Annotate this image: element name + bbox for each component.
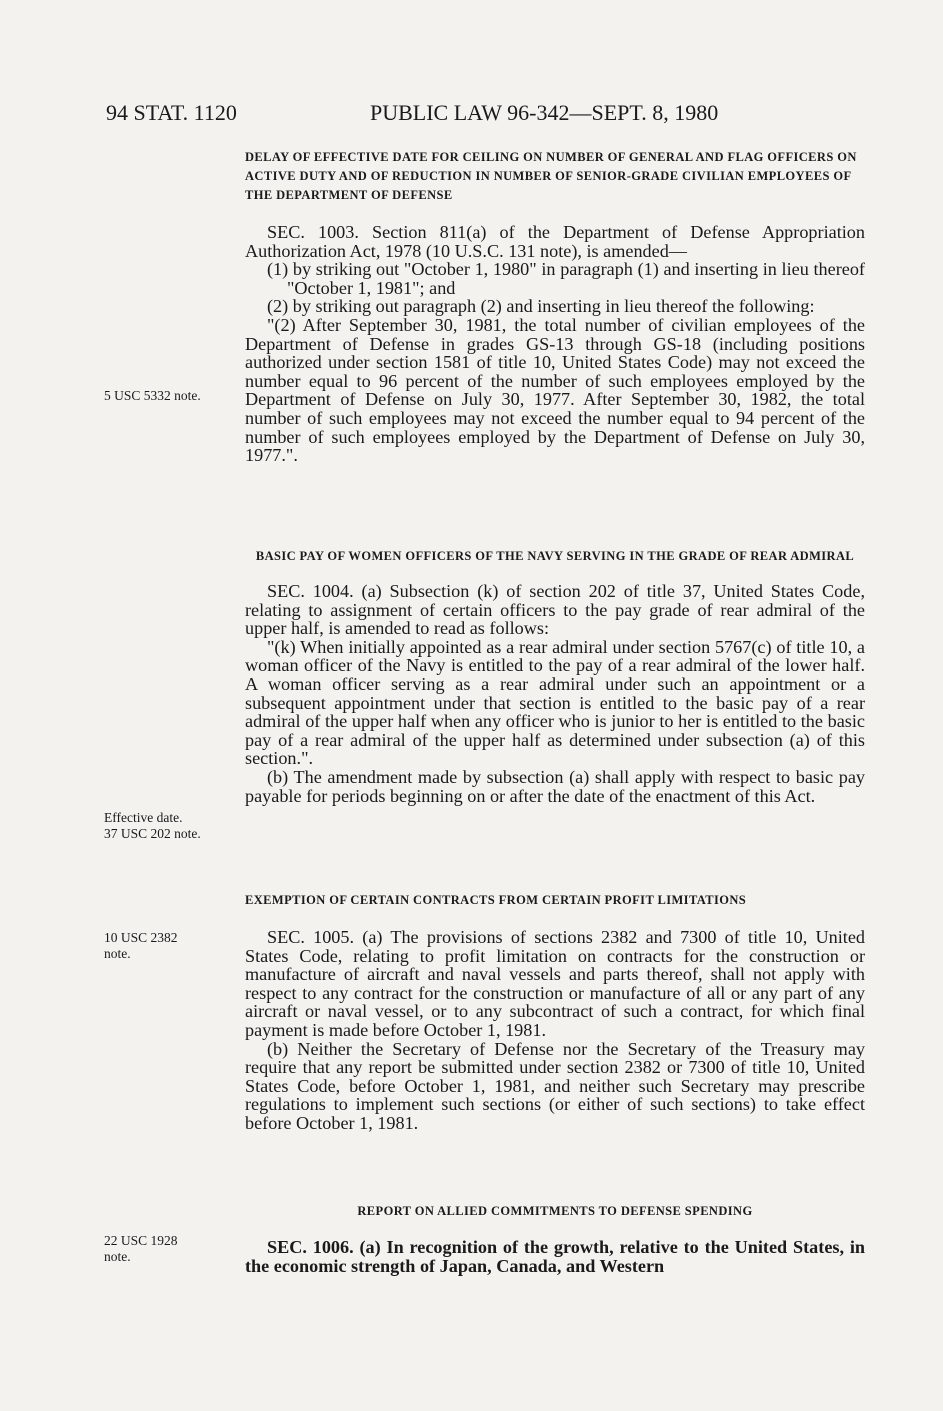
statute-page-number: 94 STAT. 1120	[106, 100, 237, 125]
margin-note-line: 10 USC 2382	[104, 930, 178, 945]
section-1006	[245, 1202, 865, 1275]
margin-note-line: 37 USC 202 note.	[104, 826, 201, 841]
margin-note-line: note.	[104, 1249, 131, 1264]
margin-note-line: 22 USC 1928	[104, 1233, 178, 1248]
margin-note	[104, 1233, 178, 1265]
section-heading: EXEMPTION OF CERTAIN CONTRACTS FROM CERTAIN PROFIT LIMITATIONS	[245, 893, 747, 907]
section-1005	[245, 891, 865, 1133]
paragraph: (2) by striking out paragraph (2) and inserting in lieu thereof the following:	[267, 296, 815, 317]
section-1003	[245, 148, 865, 465]
paragraph: "(2) After September 30, 1981, the total number of civilian employees of the Department of Defense in grades GS-13 through GS-18 (including positions authorized under section 1581 of title 10, United States Code) may not exceed the number equal to 96 percent of the number of such employees employed by the Department of Defense on July 30, 1977. After September 30, 1982, the total number of such employees may not exceed the number equal to 94 percent of the number of such employees employed by the Department of Defense on July 30, 1977.".	[245, 314, 865, 466]
paragraph: "(k) When initially appointed as a rear admiral under section 5767(c) of title 10, a woman officer of the Navy is entitled to the pay of a rear admiral of the lower half. A woman officer serving as a rear admiral under such an appointment or a subsequent appointment under that section is entitled to the basic pay of a rear admiral of the upper half when any officer who is junior to her is entitled to the basic pay of a rear admiral of the upper half as determined under subsection (a) of this section.".	[245, 636, 865, 769]
margin-note: 5 USC 5332 note.	[104, 388, 201, 403]
section-heading: DELAY OF EFFECTIVE DATE FOR CEILING ON NUMBER OF GENERAL AND FLAG OFFICERS ON ACTIVE DUTY AND OF REDUCTION IN NUMBER OF SENIOR-GRADE CIVILIAN EMPLOYEES OF THE DEPARTMENT OF DEFENSE	[245, 150, 857, 202]
page-title: PUBLIC LAW 96-342—SEPT. 8, 1980	[370, 100, 719, 125]
margin-note-line: note.	[104, 946, 131, 961]
paragraph: SEC. 1006. (a) In recognition of the growth, relative to the United States, in the economic strength of Japan, Canada, and Western	[245, 1237, 865, 1276]
margin-note	[104, 930, 178, 962]
paragraph: (b) The amendment made by subsection (a) shall apply with respect to basic pay payable for periods beginning on or after the date of the enactment of this Act.	[245, 766, 865, 806]
paragraph: SEC. 1003. Section 811(a) of the Department of Defense Appropriation Authorization Act, 1978 (10 U.S.C. 131 note), is amended—	[245, 222, 865, 261]
section-heading: REPORT ON ALLIED COMMITMENTS TO DEFENSE SPENDING	[357, 1204, 753, 1218]
section-1004	[245, 547, 865, 805]
paragraph: (b) Neither the Secretary of Defense nor the Secretary of the Treasury may require that any report be submitted under section 2382 or 7300 of title 10, United States Code, before October 1, 1981, and neither such Secretary may prescribe regulations to implement such sections (or either of such sections) to take effect before October 1, 1981.	[245, 1038, 865, 1133]
section-heading: BASIC PAY OF WOMEN OFFICERS OF THE NAVY SERVING IN THE GRADE OF REAR ADMIRAL	[255, 549, 855, 563]
margin-note	[104, 810, 201, 842]
paragraph: SEC. 1004. (a) Subsection (k) of section 202 of title 37, United States Code, relating to assignment of certain officers to the pay grade of rear admiral of the upper half, is amended to read as follows:	[245, 581, 865, 639]
margin-note-line: Effective date.	[104, 810, 183, 825]
paragraph: (1) by striking out "October 1, 1980" in paragraph (1) and inserting in lieu thereof "October 1, 1981"; and	[267, 259, 865, 298]
paragraph: SEC. 1005. (a) The provisions of sections 2382 and 7300 of title 10, United States Code, relating to profit limitation on contracts for the construction or manufacture of aircraft and naval vessels and parts thereof, shall not apply with respect to any contract for the construction or manufacture of all or any part of any aircraft or naval vessel, or to any subcontract of such a contract, for which final payment is made before October 1, 1981.	[245, 927, 865, 1040]
